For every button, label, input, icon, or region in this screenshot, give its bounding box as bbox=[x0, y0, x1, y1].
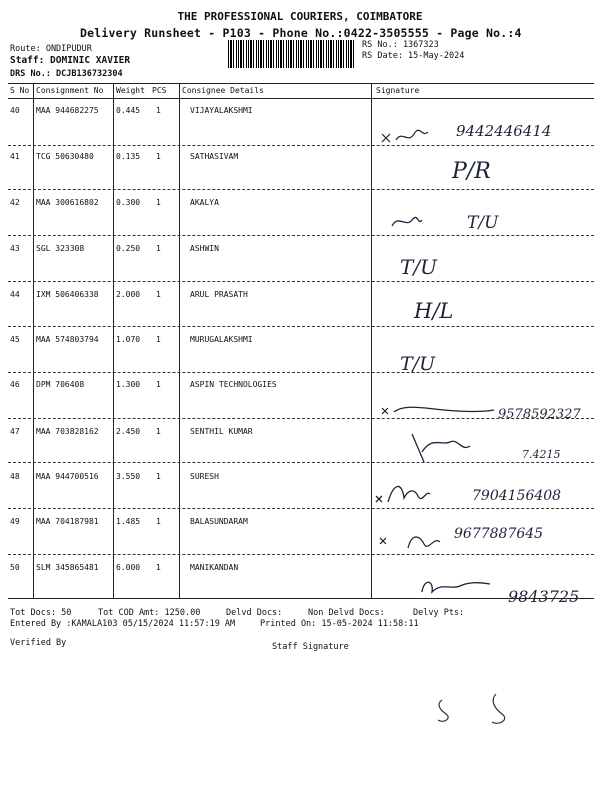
row-pcs: 1 bbox=[156, 380, 161, 389]
signature-text: H/L bbox=[414, 299, 454, 323]
row-sno: 48 bbox=[10, 472, 20, 481]
row-consignment: MAA 704187981 bbox=[36, 517, 99, 526]
row-pcs: 1 bbox=[156, 198, 161, 207]
signature-handwritten bbox=[372, 566, 600, 606]
row-divider bbox=[8, 235, 594, 236]
row-pcs: 1 bbox=[156, 517, 161, 526]
col-header-signature: Signature bbox=[376, 86, 420, 95]
document-title: THE PROFESSIONAL COURIERS, COIMBATORE bbox=[177, 10, 423, 23]
verified-by-label: Verified By bbox=[10, 638, 67, 648]
table-header-rule bbox=[8, 98, 594, 99]
row-divider bbox=[8, 372, 594, 373]
signature-handwritten bbox=[372, 148, 600, 188]
signature-text: T/U bbox=[400, 353, 436, 375]
row-consignment: MAA 944682275 bbox=[36, 106, 99, 115]
row-divider bbox=[8, 554, 594, 555]
printed-on: Printed On: 15-05-2024 11:58:11 bbox=[260, 619, 419, 629]
row-pcs: 1 bbox=[156, 335, 161, 344]
row-sno: 41 bbox=[10, 152, 20, 161]
row-pcs: 1 bbox=[156, 472, 161, 481]
row-divider bbox=[8, 508, 594, 509]
table-bottom-rule bbox=[8, 598, 594, 599]
row-pcs: 1 bbox=[156, 563, 161, 572]
row-weight: 2.450 bbox=[116, 427, 141, 436]
signature-text: 9578592327 bbox=[498, 407, 581, 422]
row-divider bbox=[8, 326, 594, 327]
row-consignment: DPM 706408 bbox=[36, 380, 85, 389]
col-header-consignee: Consignee Details bbox=[182, 86, 264, 95]
row-sno: 46 bbox=[10, 380, 20, 389]
col-header-weight: Weight bbox=[116, 86, 145, 95]
row-sno: 43 bbox=[10, 244, 20, 253]
signature-text: 9677887645 bbox=[454, 526, 544, 542]
row-sno: 40 bbox=[10, 106, 20, 115]
route-label: Route: ONDIPUDUR bbox=[10, 44, 92, 54]
row-sno: 44 bbox=[10, 290, 20, 299]
row-consignment: SGL 323308 bbox=[36, 244, 85, 253]
row-pcs: 1 bbox=[156, 152, 161, 161]
row-weight: 0.445 bbox=[116, 106, 141, 115]
signature-handwritten bbox=[372, 472, 600, 512]
row-consignment: MAA 944700516 bbox=[36, 472, 99, 481]
row-consignment: MAA 703828162 bbox=[36, 427, 99, 436]
signature-handwritten bbox=[372, 516, 600, 556]
signature-handwritten bbox=[372, 110, 600, 150]
row-consignee: SURESH bbox=[190, 472, 219, 481]
row-sno: 49 bbox=[10, 517, 20, 526]
row-consignment: MAA 300616802 bbox=[36, 198, 99, 207]
row-consignee: SENTHIL KUMAR bbox=[190, 427, 253, 436]
row-weight: 2.000 bbox=[116, 290, 141, 299]
row-divider bbox=[8, 462, 594, 463]
signature-handwritten bbox=[372, 392, 600, 432]
runsheet-subtitle: Delivery Runsheet - P103 - Phone No.:0422-3505555 - Page No.:4 bbox=[80, 26, 522, 40]
row-pcs: 1 bbox=[156, 244, 161, 253]
row-consignee: VIJAYALAKSHMI bbox=[190, 106, 253, 115]
total-docs: Tot Docs: 50 bbox=[10, 608, 72, 618]
row-weight: 3.550 bbox=[116, 472, 141, 481]
barcode-image bbox=[228, 40, 356, 68]
handwritten-mark bbox=[430, 690, 520, 740]
row-divider bbox=[8, 189, 594, 190]
row-weight: 0.300 bbox=[116, 198, 141, 207]
signature-text: P/R bbox=[452, 159, 491, 184]
staff-signature-label: Staff Signature bbox=[272, 642, 349, 652]
row-sno: 50 bbox=[10, 563, 20, 572]
row-weight: 1.070 bbox=[116, 335, 141, 344]
row-consignee: BALASUNDARAM bbox=[190, 517, 248, 526]
row-consignment: IXM 506406338 bbox=[36, 290, 99, 299]
signature-text: T/U bbox=[467, 213, 499, 233]
signature-text: 7.4215 bbox=[522, 448, 561, 461]
rs-number: RS No.: 1367323 bbox=[362, 40, 439, 50]
non-delivered-docs: Non Delvd Docs: bbox=[308, 608, 385, 618]
signature-text: 9843725 bbox=[508, 587, 580, 606]
row-consignee: ASHWIN bbox=[190, 244, 219, 253]
delivered-docs: Delvd Docs: bbox=[226, 608, 283, 618]
column-divider bbox=[113, 83, 114, 598]
signature-text: T/U bbox=[400, 255, 437, 279]
row-divider bbox=[8, 145, 594, 146]
delivery-points: Delvy Pts: bbox=[413, 608, 465, 618]
row-consignee: ASPIN TECHNOLOGIES bbox=[190, 380, 277, 389]
rs-date: RS Date: 15-May-2024 bbox=[362, 51, 465, 61]
row-sno: 45 bbox=[10, 335, 20, 344]
row-pcs: 1 bbox=[156, 290, 161, 299]
signature-text: 9442446414 bbox=[456, 122, 552, 140]
row-consignee: SATHASIVAM bbox=[190, 152, 239, 161]
signature-text: 7904156408 bbox=[472, 488, 562, 504]
signature-handwritten bbox=[372, 288, 600, 328]
signature-handwritten bbox=[372, 198, 600, 238]
row-consignment: SLM 345865481 bbox=[36, 563, 99, 572]
row-weight: 0.250 bbox=[116, 244, 141, 253]
row-weight: 0.135 bbox=[116, 152, 141, 161]
row-divider bbox=[8, 281, 594, 282]
row-consignee: MANIKANDAN bbox=[190, 563, 239, 572]
col-header-sno: S No bbox=[10, 86, 30, 95]
total-cod-amount: Tot COD Amt: 1250.00 bbox=[98, 608, 201, 618]
staff-label: Staff: DOMINIC XAVIER bbox=[10, 55, 131, 66]
col-header-consignment: Consignment No bbox=[36, 86, 104, 95]
column-divider bbox=[179, 83, 180, 598]
row-weight: 6.000 bbox=[116, 563, 141, 572]
row-divider bbox=[8, 418, 594, 419]
row-sno: 47 bbox=[10, 427, 20, 436]
row-pcs: 1 bbox=[156, 106, 161, 115]
row-consignment: TCG 50630480 bbox=[36, 152, 94, 161]
signature-handwritten bbox=[372, 244, 600, 284]
table-top-rule bbox=[8, 83, 594, 84]
signature-handwritten bbox=[372, 340, 600, 380]
col-header-pcs: PCS bbox=[152, 86, 167, 95]
drs-number: DRS No.: DCJB136732304 bbox=[10, 69, 123, 79]
column-divider bbox=[33, 83, 34, 598]
row-weight: 1.485 bbox=[116, 517, 141, 526]
row-consignee: ARUL PRASATH bbox=[190, 290, 248, 299]
row-sno: 42 bbox=[10, 198, 20, 207]
row-consignment: MAA 574803794 bbox=[36, 335, 99, 344]
row-consignee: MURUGALAKSHMI bbox=[190, 335, 253, 344]
row-weight: 1.300 bbox=[116, 380, 141, 389]
row-pcs: 1 bbox=[156, 427, 161, 436]
row-consignee: AKALYA bbox=[190, 198, 219, 207]
entered-by: Entered By :KAMALA103 05/15/2024 11:57:19 AM bbox=[10, 619, 236, 629]
